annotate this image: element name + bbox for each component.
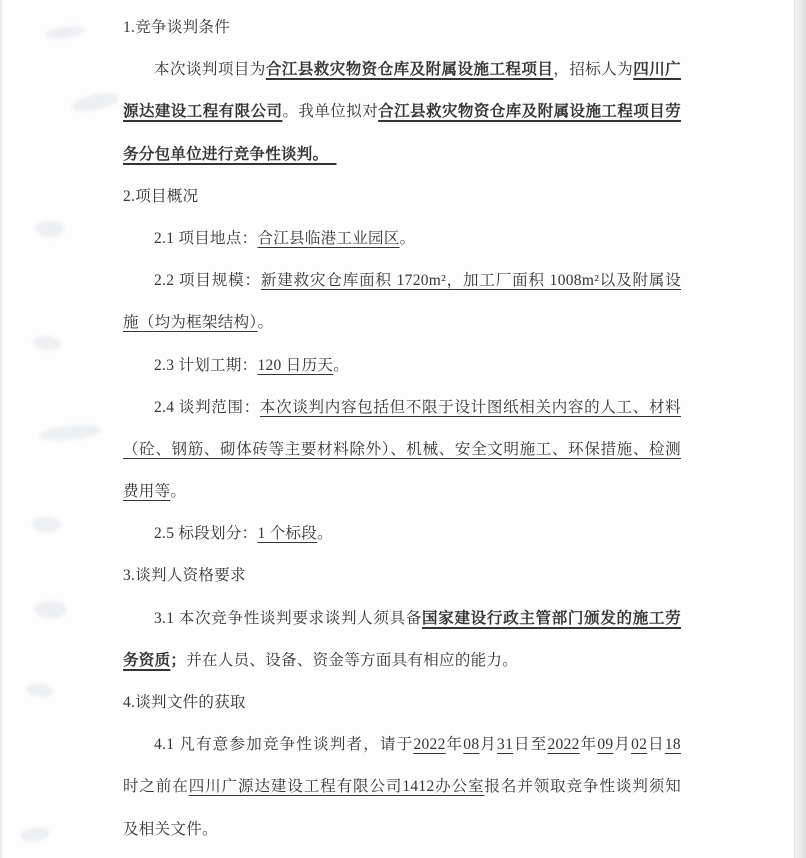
document-text-body	[123, 7, 681, 851]
text-segment: 及相关文件。	[123, 820, 218, 838]
text-segment: 日	[647, 736, 665, 754]
text-segment: 国家建设行政主管部门颁发的施工劳	[422, 609, 681, 627]
item-2-4-scope-line-2	[123, 429, 681, 471]
item-2-5-sections	[123, 513, 681, 555]
text-segment: 年	[579, 736, 598, 754]
text-segment: 施（均为框架结构）	[123, 314, 258, 332]
text-segment: 。	[257, 314, 274, 332]
scan-smudge-artifact	[26, 683, 53, 698]
heading-section-2	[123, 176, 681, 218]
text-segment: 本次谈判项目为	[154, 61, 266, 79]
text-segment: 1 个标段	[257, 525, 318, 543]
text-segment: 120 日历天	[257, 356, 334, 374]
text-segment: 02	[631, 736, 648, 754]
text-segment: 源达建设工程有限公司	[123, 103, 283, 121]
heading-section-4	[123, 682, 681, 724]
text-segment: 。	[317, 525, 333, 543]
item-2-4-scope-line-3	[123, 471, 681, 513]
item-2-2-scale-line-1	[123, 260, 681, 302]
text-segment: 2.项目概况	[123, 187, 199, 205]
text-segment: 务资质	[123, 651, 171, 669]
text-segment: 4.1 凡有意参加竞争性谈判者，请于	[154, 736, 414, 754]
scan-smudge-artifact	[20, 827, 49, 843]
text-segment: 。	[399, 229, 416, 247]
text-segment: 合江县救灾物资仓库及附属设施工程项目劳	[378, 103, 681, 121]
text-segment: 2.4 谈判范围：	[154, 398, 260, 416]
text-segment: 年	[445, 736, 464, 754]
text-segment: 1.竞争谈判条件	[123, 19, 231, 36]
scan-smudge-artifact	[36, 221, 65, 238]
text-segment: 4.谈判文件的获取	[123, 694, 246, 711]
text-segment: 2.3 计划工期：	[154, 356, 258, 374]
text-segment: 18	[664, 736, 681, 754]
item-2-2-scale-line-2	[123, 302, 681, 344]
text-segment: ；	[170, 651, 187, 669]
text-segment: 时之前在	[123, 778, 189, 796]
item-3-1-qualification-line-1	[123, 598, 681, 640]
text-segment: 08	[463, 736, 480, 754]
text-segment: 09	[597, 736, 614, 754]
text-segment: 2022	[547, 736, 580, 754]
text-segment: 月	[479, 736, 498, 754]
item-4-1-obtain-line-2	[123, 766, 681, 808]
text-segment: 2.5 标段划分：	[154, 525, 258, 543]
para-1-intro-line-1	[123, 49, 681, 91]
text-segment: 2.2 项目规模：	[154, 272, 261, 290]
item-3-1-qualification-line-2	[123, 640, 681, 682]
text-segment: 31	[497, 736, 514, 754]
text-segment: （砼、钢筋、砌体砖等主要材料除外）、机械、安全文明施工、环保措施、检测	[123, 440, 681, 458]
text-segment: 。	[333, 356, 349, 374]
text-segment: 3.1 本次竞争性谈判要求谈判人须具备	[154, 609, 423, 627]
scan-smudge-artifact	[71, 90, 119, 114]
text-segment: 月	[613, 736, 632, 754]
item-2-1-location	[123, 218, 681, 260]
para-1-intro-line-2	[123, 91, 681, 133]
item-2-4-scope-line-1	[123, 387, 681, 429]
text-segment: 务分包单位进行竞争性谈判。	[123, 145, 337, 163]
page-left-scan-edge	[0, 0, 3, 858]
text-segment: 3.谈判人资格要求	[123, 567, 246, 585]
scan-smudge-artifact	[33, 517, 61, 533]
text-segment: ，招标人为	[553, 61, 634, 79]
text-segment: 2.1 项目地点：	[154, 229, 258, 247]
scan-smudge-artifact	[45, 24, 84, 40]
text-segment: 日至	[513, 736, 548, 754]
text-segment: 并在人员、设备、资金等方面具有相应的能力。	[186, 651, 519, 669]
text-segment: 本次谈判内容包括但不限于设计图纸相关内容的人工、材料	[259, 398, 681, 416]
heading-section-3	[123, 555, 681, 597]
item-4-1-obtain-line-3	[123, 809, 681, 851]
scan-smudge-artifact	[39, 423, 100, 443]
text-segment: 报名并领取竞争性谈判须知	[484, 778, 681, 796]
text-segment: 合江县救灾物资仓库及附属设施工程项目	[265, 61, 554, 79]
heading-section-1	[123, 7, 681, 49]
scan-smudge-artifact	[35, 601, 66, 618]
item-4-1-obtain-line-1	[123, 724, 681, 766]
text-segment: 。我单位拟对	[282, 103, 379, 121]
text-segment: 2022	[413, 736, 446, 754]
text-segment: 。	[170, 483, 187, 501]
text-segment: 合江县临港工业园区	[257, 229, 400, 247]
scan-smudge-artifact	[33, 335, 61, 352]
page-right-scan-edge	[794, 0, 806, 858]
text-segment: 四川广	[633, 61, 681, 79]
text-segment: 新建救灾仓库面积 1720m²，加工厂面积 1008m²以及附属设	[260, 272, 681, 290]
text-segment: 费用等	[123, 483, 171, 501]
para-1-intro-line-3	[123, 134, 681, 176]
text-segment: 四川广源达建设工程有限公司1412办公室	[188, 778, 485, 796]
item-2-3-duration	[123, 345, 681, 387]
